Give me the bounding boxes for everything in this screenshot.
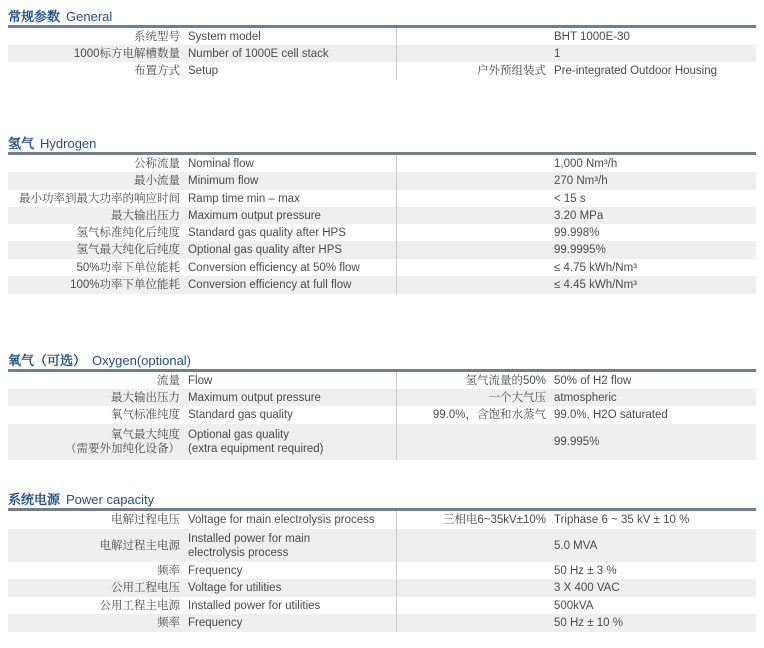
- table-row: [8, 259, 756, 276]
- param-label-en: Installed power for main electrolysis process: [188, 532, 311, 559]
- param-label-cn: 频率: [157, 617, 180, 629]
- table-row: [8, 224, 756, 241]
- param-value: 50% of H2 flow: [554, 374, 632, 387]
- param-label-cn: 100%功率下单位能耗: [70, 279, 180, 291]
- table-row: [8, 579, 756, 597]
- section-title: [8, 133, 96, 151]
- param-value: 1,000 Nm³/h: [554, 157, 618, 170]
- param-value: atmospheric: [554, 391, 617, 404]
- param-value: 99.995%: [554, 436, 600, 448]
- param-value: 3 X 400 VAC: [554, 582, 620, 594]
- section-title-en: General: [66, 9, 113, 24]
- param-label-cn: 最大输出压力: [111, 391, 180, 404]
- param-value-cn: 氢气流量的50%: [465, 374, 546, 387]
- column-divider: [396, 172, 397, 190]
- table-row: [8, 207, 756, 224]
- param-label-cn: 氢气标准纯化后纯度: [76, 226, 180, 239]
- param-value: ≤ 4.75 kWh/Nm³: [554, 261, 637, 274]
- param-label-cn: 流量: [157, 374, 180, 387]
- param-label-en: Standard gas quality after HPS: [188, 226, 346, 239]
- table-row: [8, 406, 756, 424]
- table-row: [8, 241, 756, 259]
- table-row: [8, 276, 756, 294]
- table-row: [8, 62, 756, 80]
- param-label-cn: 公用工程主电源: [99, 599, 180, 612]
- section-title: [8, 6, 112, 24]
- param-label-en: Installed power for utilities: [188, 599, 321, 612]
- param-label-cn: 最小流量: [134, 175, 180, 187]
- param-label-en: Standard gas quality: [188, 409, 293, 421]
- param-label-en: System model: [188, 30, 261, 43]
- param-label-en: Conversion efficiency at full flow: [188, 279, 352, 291]
- param-label-en: Setup: [188, 65, 219, 77]
- section-title-cn: 常规参数: [8, 9, 61, 24]
- column-divider: [396, 207, 397, 224]
- param-label-cn: 1000标方电解槽数量: [73, 47, 180, 60]
- param-label-cn: 氢气最大纯化后纯度: [76, 244, 180, 256]
- param-value: 5.0 MVA: [554, 539, 598, 552]
- param-label-cn: 公称流量: [134, 157, 180, 170]
- column-divider: [396, 372, 397, 389]
- param-value-cn: 一个大气压: [488, 391, 546, 404]
- param-value: 3.20 MPa: [554, 209, 604, 222]
- column-divider: [396, 224, 397, 241]
- section-title-cn: 氢气: [8, 136, 35, 151]
- section-title: [8, 489, 154, 507]
- param-value: 50 Hz ± 10 %: [554, 617, 623, 629]
- column-divider: [396, 389, 397, 406]
- param-value: BHT 1000E-30: [554, 30, 630, 43]
- column-divider: [396, 28, 397, 45]
- column-divider: [396, 62, 397, 80]
- section-title-en: Hydrogen: [40, 136, 97, 151]
- column-divider: [396, 579, 397, 597]
- table-row: [8, 28, 756, 45]
- param-label-en: Maximum output pressure: [188, 209, 321, 222]
- param-label-en: Conversion efficiency at 50% flow: [188, 261, 360, 274]
- section-title-cn: 氧气（可选）: [8, 353, 87, 368]
- param-label-cn: 电解过程主电源: [99, 539, 180, 552]
- table-row: [8, 511, 756, 529]
- table-row: [8, 529, 756, 562]
- param-label-en: Frequency: [188, 617, 243, 629]
- column-divider: [396, 155, 397, 172]
- param-value: 50 Hz ± 3 %: [554, 564, 617, 577]
- param-value: 99.9995%: [554, 244, 606, 256]
- column-divider: [396, 511, 397, 529]
- param-label-en: Optional gas quality (extra equipment required): [188, 429, 324, 455]
- param-value-cn: 户外预组装式: [477, 65, 546, 77]
- param-label-en: Number of 1000E cell stack: [188, 47, 329, 60]
- column-divider: [396, 424, 397, 460]
- column-divider: [396, 276, 397, 294]
- param-label-cn: 电解过程电压: [111, 514, 180, 526]
- column-divider: [396, 406, 397, 424]
- param-label-en: Optional gas quality after HPS: [188, 244, 343, 256]
- param-label-cn: 最小功率到最大功率的响应时间: [19, 192, 180, 205]
- param-value: 99.0%, H2O saturated: [554, 409, 668, 421]
- param-label-cn: 频率: [157, 564, 180, 577]
- table-row: [8, 155, 756, 172]
- table-row: [8, 597, 756, 614]
- table-row: [8, 424, 756, 460]
- section-title-cn: 系统电源: [8, 492, 61, 507]
- column-divider: [396, 562, 397, 579]
- param-value: Pre-integrated Outdoor Housing: [554, 65, 718, 77]
- param-value: < 15 s: [554, 192, 586, 205]
- table-row: [8, 614, 756, 632]
- param-value: 1: [554, 47, 561, 60]
- column-divider: [396, 614, 397, 632]
- table-row: [8, 190, 756, 207]
- section-title-en: Oxygen(optional): [92, 353, 192, 368]
- param-label-cn: 系统型号: [134, 30, 180, 43]
- column-divider: [396, 259, 397, 276]
- column-divider: [396, 529, 397, 562]
- param-label-en: Voltage for main electrolysis process: [188, 514, 375, 526]
- param-value: Triphase 6 ~ 35 kV ± 10 %: [554, 514, 690, 526]
- param-label-cn: 布置方式: [134, 65, 180, 77]
- column-divider: [396, 45, 397, 62]
- table-row: [8, 172, 756, 190]
- section-title: [8, 350, 191, 368]
- param-label-en: Frequency: [188, 564, 243, 577]
- table-row: [8, 45, 756, 62]
- param-label-en: Flow: [188, 374, 213, 387]
- param-label-en: Maximum output pressure: [188, 391, 321, 404]
- param-label-en: Nominal flow: [188, 157, 254, 170]
- param-value: 99.998%: [554, 226, 600, 239]
- column-divider: [396, 597, 397, 614]
- param-label-cn: 公用工程电压: [111, 582, 180, 594]
- param-label-en: Voltage for utilities: [188, 582, 282, 594]
- section-title-en: Power capacity: [66, 492, 155, 507]
- column-divider: [396, 241, 397, 259]
- param-value-cn: 99.0%，含饱和水蒸气: [432, 409, 546, 421]
- table-row: [8, 562, 756, 579]
- table-row: [8, 389, 756, 406]
- param-label-cn: 50%功率下单位能耗: [76, 261, 180, 274]
- param-value-cn: 三相电6~35kV±10%: [442, 514, 546, 526]
- param-label-en: Ramp time min – max: [188, 192, 300, 205]
- param-value: ≤ 4.45 kWh/Nm³: [554, 279, 637, 291]
- table-row: [8, 372, 756, 389]
- param-value: 500kVA: [554, 599, 594, 612]
- param-label-cn: 最大输出压力: [111, 209, 180, 222]
- param-label-cn: 氧气标准纯度: [111, 409, 180, 421]
- param-label-cn: 氧气最大纯度 （需要外加纯化设备）: [65, 429, 180, 455]
- param-label-en: Minimum flow: [188, 175, 259, 187]
- param-value: 270 Nm³/h: [554, 175, 608, 187]
- column-divider: [396, 190, 397, 207]
